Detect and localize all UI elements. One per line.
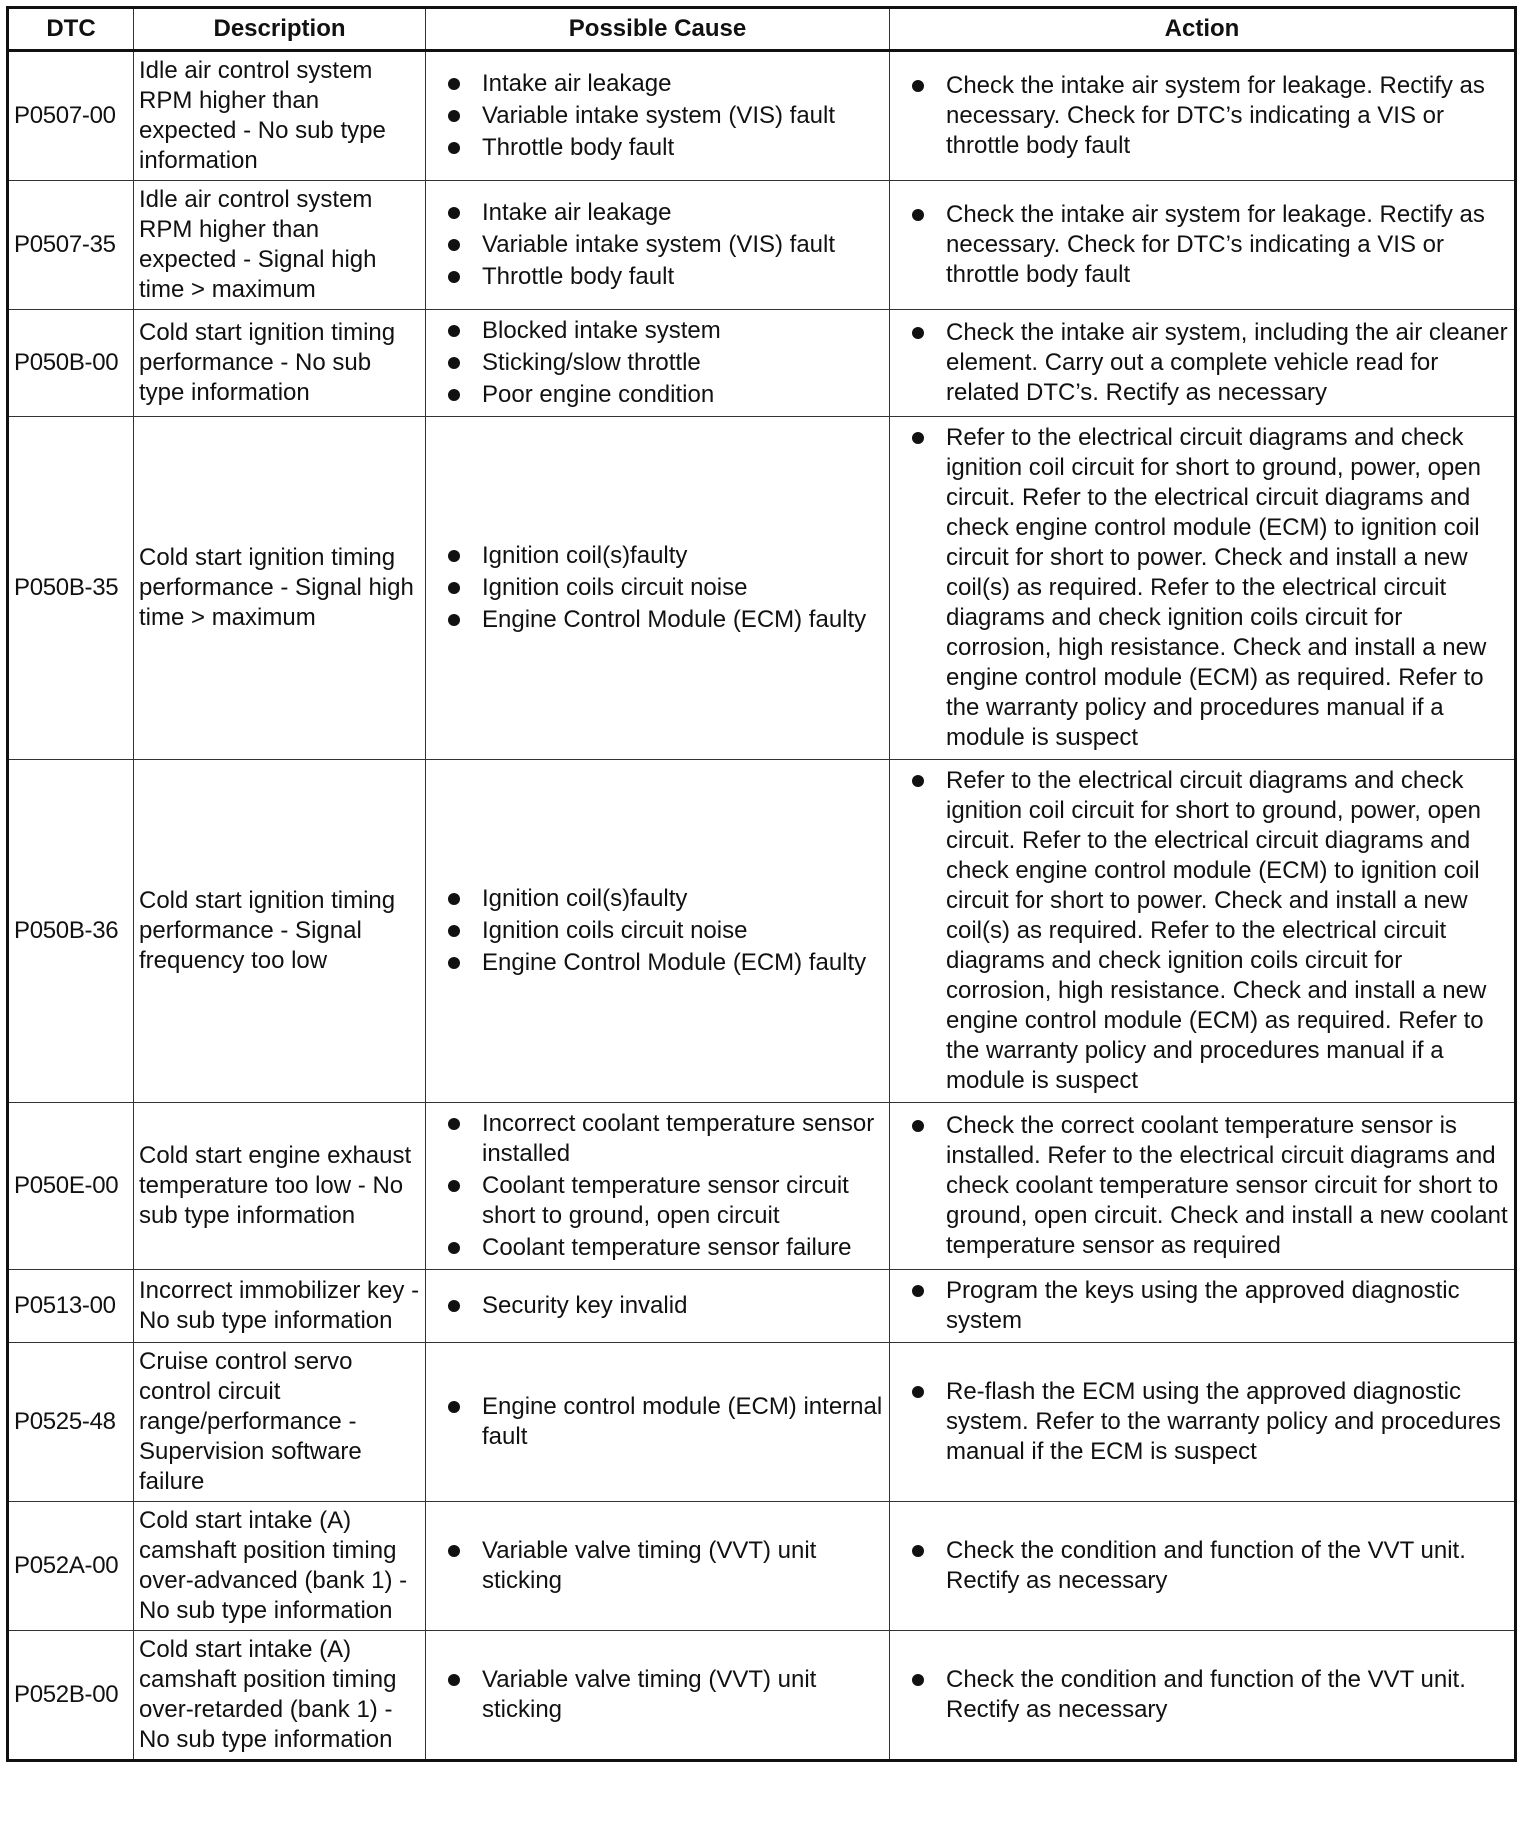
action-cell bbox=[890, 417, 1516, 760]
list-item-text: Variable intake system (VIS) fault bbox=[482, 102, 836, 129]
possible-cause-item bbox=[446, 198, 885, 228]
possible-cause-list bbox=[446, 69, 885, 163]
bullet-icon bbox=[912, 1120, 924, 1132]
list-item-text: Re-flash the ECM using the approved diagnostic system. Refer to the warranty policy and procedures manual if the ECM is suspect bbox=[946, 1378, 1501, 1465]
bullet-icon bbox=[448, 614, 460, 626]
bullet-icon bbox=[912, 80, 924, 92]
list-item-text: Check the condition and function of the VVT unit. Rectify as necessary bbox=[946, 1537, 1466, 1594]
possible-cause-item bbox=[446, 380, 885, 410]
list-item-text: Poor engine condition bbox=[482, 381, 715, 408]
table-row bbox=[8, 181, 1516, 310]
possible-cause-item bbox=[446, 1392, 885, 1452]
list-item-text: Ignition coil(s)faulty bbox=[482, 885, 688, 912]
bullet-icon bbox=[448, 925, 460, 937]
bullet-icon bbox=[448, 893, 460, 905]
bullet-icon bbox=[448, 582, 460, 594]
table-row bbox=[8, 1631, 1516, 1761]
action-list bbox=[910, 1111, 1510, 1261]
possible-cause-cell bbox=[426, 1103, 890, 1270]
dtc-description: Cold start ignition timing performance - No sub type information bbox=[134, 310, 426, 417]
list-item-text: Security key invalid bbox=[482, 1292, 688, 1319]
list-item-text: Throttle body fault bbox=[482, 134, 675, 161]
list-item-text: Incorrect coolant temperature sensor installed bbox=[482, 1110, 875, 1167]
list-item-text: Ignition coils circuit noise bbox=[482, 574, 748, 601]
possible-cause-item bbox=[446, 916, 885, 946]
bullet-icon bbox=[448, 271, 460, 283]
bullet-icon bbox=[448, 1300, 460, 1312]
possible-cause-cell bbox=[426, 1631, 890, 1761]
possible-cause-list bbox=[446, 1291, 885, 1321]
dtc-code: P0525-48 bbox=[8, 1343, 134, 1502]
action-list bbox=[910, 766, 1510, 1096]
bullet-icon bbox=[912, 209, 924, 221]
bullet-icon bbox=[448, 207, 460, 219]
possible-cause-cell bbox=[426, 1270, 890, 1343]
list-item-text: Ignition coils circuit noise bbox=[482, 917, 748, 944]
action-item bbox=[910, 423, 1510, 753]
bullet-icon bbox=[448, 1118, 460, 1130]
bullet-icon bbox=[912, 1674, 924, 1686]
bullet-icon bbox=[448, 1401, 460, 1413]
bullet-icon bbox=[448, 239, 460, 251]
bullet-icon bbox=[448, 142, 460, 154]
list-item-text: Coolant temperature sensor circuit short to ground, open circuit bbox=[482, 1172, 849, 1229]
bullet-icon bbox=[912, 432, 924, 444]
bullet-icon bbox=[912, 1285, 924, 1297]
table-row bbox=[8, 1270, 1516, 1343]
possible-cause-item bbox=[446, 541, 885, 571]
list-item-text: Check the intake air system for leakage. Rectify as necessary. Check for DTC’s indicating a VIS or throttle body fault bbox=[946, 201, 1485, 288]
table-row bbox=[8, 1343, 1516, 1502]
possible-cause-item bbox=[446, 230, 885, 260]
dtc-description: Idle air control system RPM higher than expected - Signal high time > maximum bbox=[134, 181, 426, 310]
possible-cause-item bbox=[446, 1291, 885, 1321]
list-item-text: Throttle body fault bbox=[482, 263, 675, 290]
possible-cause-item bbox=[446, 69, 885, 99]
action-cell bbox=[890, 1502, 1516, 1631]
bullet-icon bbox=[912, 775, 924, 787]
table-header bbox=[8, 8, 1516, 51]
possible-cause-item bbox=[446, 1109, 885, 1169]
possible-cause-list bbox=[446, 1392, 885, 1452]
bullet-icon bbox=[448, 1242, 460, 1254]
action-list bbox=[910, 1377, 1510, 1467]
list-item-text: Variable valve timing (VVT) unit sticking bbox=[482, 1666, 817, 1723]
header-action: Action bbox=[890, 8, 1516, 51]
action-item bbox=[910, 766, 1510, 1096]
possible-cause-item bbox=[446, 573, 885, 603]
action-cell bbox=[890, 310, 1516, 417]
possible-cause-item bbox=[446, 884, 885, 914]
bullet-icon bbox=[912, 327, 924, 339]
list-item-text: Sticking/slow throttle bbox=[482, 349, 701, 376]
possible-cause-item bbox=[446, 1536, 885, 1596]
action-item bbox=[910, 1377, 1510, 1467]
action-cell bbox=[890, 1343, 1516, 1502]
possible-cause-cell bbox=[426, 760, 890, 1103]
list-item-text: Program the keys using the approved diagnostic system bbox=[946, 1277, 1460, 1334]
bullet-icon bbox=[448, 550, 460, 562]
action-item bbox=[910, 71, 1510, 161]
table-row bbox=[8, 51, 1516, 181]
action-list bbox=[910, 1536, 1510, 1596]
bullet-icon bbox=[448, 325, 460, 337]
list-item-text: Ignition coil(s)faulty bbox=[482, 542, 688, 569]
action-list bbox=[910, 71, 1510, 161]
list-item-text: Engine Control Module (ECM) faulty bbox=[482, 606, 867, 633]
action-item bbox=[910, 1111, 1510, 1261]
action-list bbox=[910, 200, 1510, 290]
dtc-description: Cold start ignition timing performance - Signal frequency too low bbox=[134, 760, 426, 1103]
dtc-description: Cold start intake (A) camshaft position timing over-advanced (bank 1) - No sub type information bbox=[134, 1502, 426, 1631]
possible-cause-list bbox=[446, 1536, 885, 1596]
action-cell bbox=[890, 51, 1516, 181]
list-item-text: Coolant temperature sensor failure bbox=[482, 1234, 852, 1261]
possible-cause-list bbox=[446, 884, 885, 978]
dtc-description: Idle air control system RPM higher than expected - No sub type information bbox=[134, 51, 426, 181]
action-item bbox=[910, 318, 1510, 408]
possible-cause-cell bbox=[426, 310, 890, 417]
action-cell bbox=[890, 181, 1516, 310]
dtc-code: P052B-00 bbox=[8, 1631, 134, 1761]
action-list bbox=[910, 1665, 1510, 1725]
action-cell bbox=[890, 1270, 1516, 1343]
list-item-text: Intake air leakage bbox=[482, 70, 672, 97]
header-possible-cause: Possible Cause bbox=[426, 8, 890, 51]
possible-cause-list bbox=[446, 316, 885, 410]
dtc-table bbox=[6, 6, 1517, 1762]
action-item bbox=[910, 1276, 1510, 1336]
possible-cause-item bbox=[446, 133, 885, 163]
bullet-icon bbox=[448, 110, 460, 122]
list-item-text: Engine control module (ECM) internal fault bbox=[482, 1393, 883, 1450]
possible-cause-cell bbox=[426, 1343, 890, 1502]
bullet-icon bbox=[448, 1180, 460, 1192]
table-row bbox=[8, 760, 1516, 1103]
action-cell bbox=[890, 1103, 1516, 1270]
table-row bbox=[8, 1502, 1516, 1631]
list-item-text: Check the intake air system, including the air cleaner element. Carry out a complete vehicle read for related DTC’s. Rectify as necessary bbox=[946, 319, 1508, 406]
dtc-code: P050E-00 bbox=[8, 1103, 134, 1270]
possible-cause-cell bbox=[426, 1502, 890, 1631]
list-item-text: Check the intake air system for leakage. Rectify as necessary. Check for DTC’s indicating a VIS or throttle body fault bbox=[946, 72, 1485, 159]
table-row bbox=[8, 310, 1516, 417]
possible-cause-cell bbox=[426, 181, 890, 310]
list-item-text: Variable valve timing (VVT) unit sticking bbox=[482, 1537, 817, 1594]
list-item-text: Refer to the electrical circuit diagrams and check ignition coil circuit for short to ground, power, open circuit. Refer to the electrical circuit diagrams and check engine control module (ECM) to ignition coil circuit for short to power. Check and install a new coil(s) as required. Refer to the electrical circuit diagrams and check ignition coils circuit for corrosion, high resistance. Check and install a new engine control module (ECM) as required. Refer to the warranty policy and procedures manual if a module is suspect bbox=[946, 767, 1487, 1094]
action-item bbox=[910, 1665, 1510, 1725]
dtc-description: Cold start intake (A) camshaft position timing over-retarded (bank 1) - No sub type information bbox=[134, 1631, 426, 1761]
possible-cause-item bbox=[446, 948, 885, 978]
list-item-text: Check the correct coolant temperature sensor is installed. Refer to the electrical circuit diagrams and check coolant temperature sensor circuit for short to ground, open circuit. Check and install a new coolant temperature sensor as required bbox=[946, 1112, 1508, 1259]
possible-cause-item bbox=[446, 316, 885, 346]
list-item-text: Blocked intake system bbox=[482, 317, 721, 344]
bullet-icon bbox=[448, 389, 460, 401]
list-item-text: Engine Control Module (ECM) faulty bbox=[482, 949, 867, 976]
page bbox=[6, 6, 1514, 1762]
bullet-icon bbox=[448, 78, 460, 90]
action-cell bbox=[890, 760, 1516, 1103]
possible-cause-list bbox=[446, 1109, 885, 1263]
bullet-icon bbox=[448, 957, 460, 969]
possible-cause-item bbox=[446, 262, 885, 292]
bullet-icon bbox=[448, 1674, 460, 1686]
dtc-description: Cold start engine exhaust temperature too low - No sub type information bbox=[134, 1103, 426, 1270]
table-body bbox=[8, 51, 1516, 1761]
table-row bbox=[8, 417, 1516, 760]
dtc-code: P050B-00 bbox=[8, 310, 134, 417]
dtc-description: Cold start ignition timing performance - Signal high time > maximum bbox=[134, 417, 426, 760]
header-row bbox=[8, 8, 1516, 51]
action-list bbox=[910, 423, 1510, 753]
list-item-text: Variable intake system (VIS) fault bbox=[482, 231, 836, 258]
possible-cause-list bbox=[446, 198, 885, 292]
possible-cause-item bbox=[446, 605, 885, 635]
possible-cause-item bbox=[446, 1171, 885, 1231]
possible-cause-item bbox=[446, 101, 885, 131]
possible-cause-list bbox=[446, 1665, 885, 1725]
header-dtc: DTC bbox=[8, 8, 134, 51]
list-item-text: Refer to the electrical circuit diagrams and check ignition coil circuit for short to ground, power, open circuit. Refer to the electrical circuit diagrams and check engine control module (ECM) to ignition coil circuit for short to power. Check and install a new coil(s) as required. Refer to the electrical circuit diagrams and check ignition coils circuit for corrosion, high resistance. Check and install a new engine control module (ECM) as required. Refer to the warranty policy and procedures manual if a module is suspect bbox=[946, 424, 1487, 751]
bullet-icon bbox=[448, 1545, 460, 1557]
dtc-code: P0513-00 bbox=[8, 1270, 134, 1343]
action-list bbox=[910, 1276, 1510, 1336]
header-description: Description bbox=[134, 8, 426, 51]
action-list bbox=[910, 318, 1510, 408]
action-cell bbox=[890, 1631, 1516, 1761]
list-item-text: Intake air leakage bbox=[482, 199, 672, 226]
dtc-code: P0507-00 bbox=[8, 51, 134, 181]
possible-cause-list bbox=[446, 541, 885, 635]
dtc-code: P0507-35 bbox=[8, 181, 134, 310]
dtc-code: P050B-36 bbox=[8, 760, 134, 1103]
bullet-icon bbox=[912, 1545, 924, 1557]
action-item bbox=[910, 1536, 1510, 1596]
possible-cause-item bbox=[446, 348, 885, 378]
action-item bbox=[910, 200, 1510, 290]
bullet-icon bbox=[912, 1386, 924, 1398]
possible-cause-cell bbox=[426, 51, 890, 181]
dtc-description: Cruise control servo control circuit range/performance - Supervision software failure bbox=[134, 1343, 426, 1502]
dtc-code: P050B-35 bbox=[8, 417, 134, 760]
dtc-code: P052A-00 bbox=[8, 1502, 134, 1631]
table-row bbox=[8, 1103, 1516, 1270]
bullet-icon bbox=[448, 357, 460, 369]
possible-cause-cell bbox=[426, 417, 890, 760]
dtc-description: Incorrect immobilizer key - No sub type information bbox=[134, 1270, 426, 1343]
list-item-text: Check the condition and function of the VVT unit. Rectify as necessary bbox=[946, 1666, 1466, 1723]
possible-cause-item bbox=[446, 1665, 885, 1725]
possible-cause-item bbox=[446, 1233, 885, 1263]
